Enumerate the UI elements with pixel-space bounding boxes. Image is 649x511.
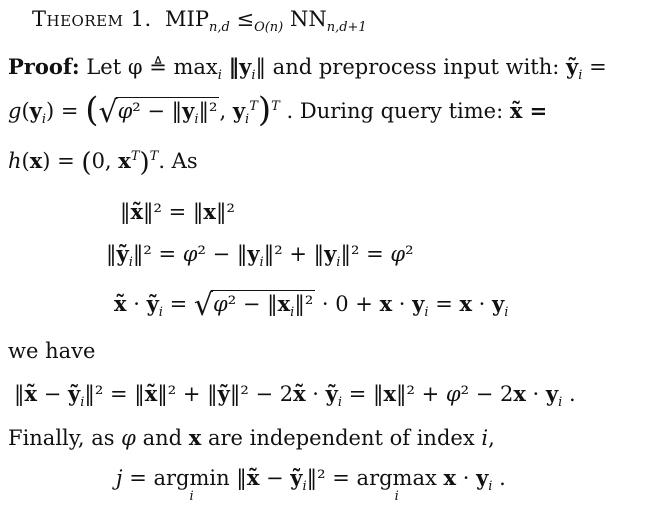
mip-term: $MIP_{n,d}$ — [165, 7, 230, 36]
reduction-relation: $\le_{O(n)}$ — [236, 7, 284, 36]
argmax-operator: argmax i — [356, 466, 437, 504]
theorem-statement — [32, 6, 367, 36]
equation-1: ‖x̃‖² = ‖x‖² — [120, 199, 235, 224]
equation-2: ‖ỹ$_i$‖² = $\varphi^2 - ‖y_i‖^2$ + $‖y_i‖^2 = \varphi^2$ — [106, 241, 414, 271]
proof-line-1: Proof: Let φ ≜ $\max_i$ $‖y_i‖$ and preprocess input with: ỹ$_i$ = — [8, 54, 607, 84]
proof-label: Proof: — [8, 54, 80, 79]
argmin-operator: argmin i — [153, 466, 230, 504]
finally-text: Finally, as φ and x are independent of index i, — [8, 425, 495, 450]
proof-line-2: $g(y_i) = (√\varphi^2$ − $‖y_i‖^2$, $y_i^T)^T$ . During query time: x̃ = — [8, 90, 548, 130]
equation-3: x̃ · ỹ$_i$ = $√\varphi^2 - ‖x_i‖^2 \cdot 0 + x \cdot y_i = x \cdot y_i$ — [114, 288, 509, 323]
proof-line-3: h(x) = (0, $x^T)^T$. As — [8, 148, 198, 178]
theorem-heading: Theorem 1. — [32, 7, 152, 31]
equation-5: j = argmin i ‖x̃ − ỹ$_i$‖² = argmax i $x \cdot y_i$ . — [116, 465, 506, 504]
nn-term: $NN_{n,d+1}$ — [289, 7, 367, 36]
equation-4: ‖x̃ − ỹ$_i$‖² = ‖x̃‖² + ‖ỹ‖² − 2x̃ · ỹ$_i$ = ‖x‖² + $\varphi^2 - 2x \cdot y_i$ . — [14, 381, 576, 411]
we-have-text: we have — [8, 339, 96, 363]
sqrt-expression: $\varphi^2 - ‖y_i‖^2$ — [117, 98, 218, 128]
